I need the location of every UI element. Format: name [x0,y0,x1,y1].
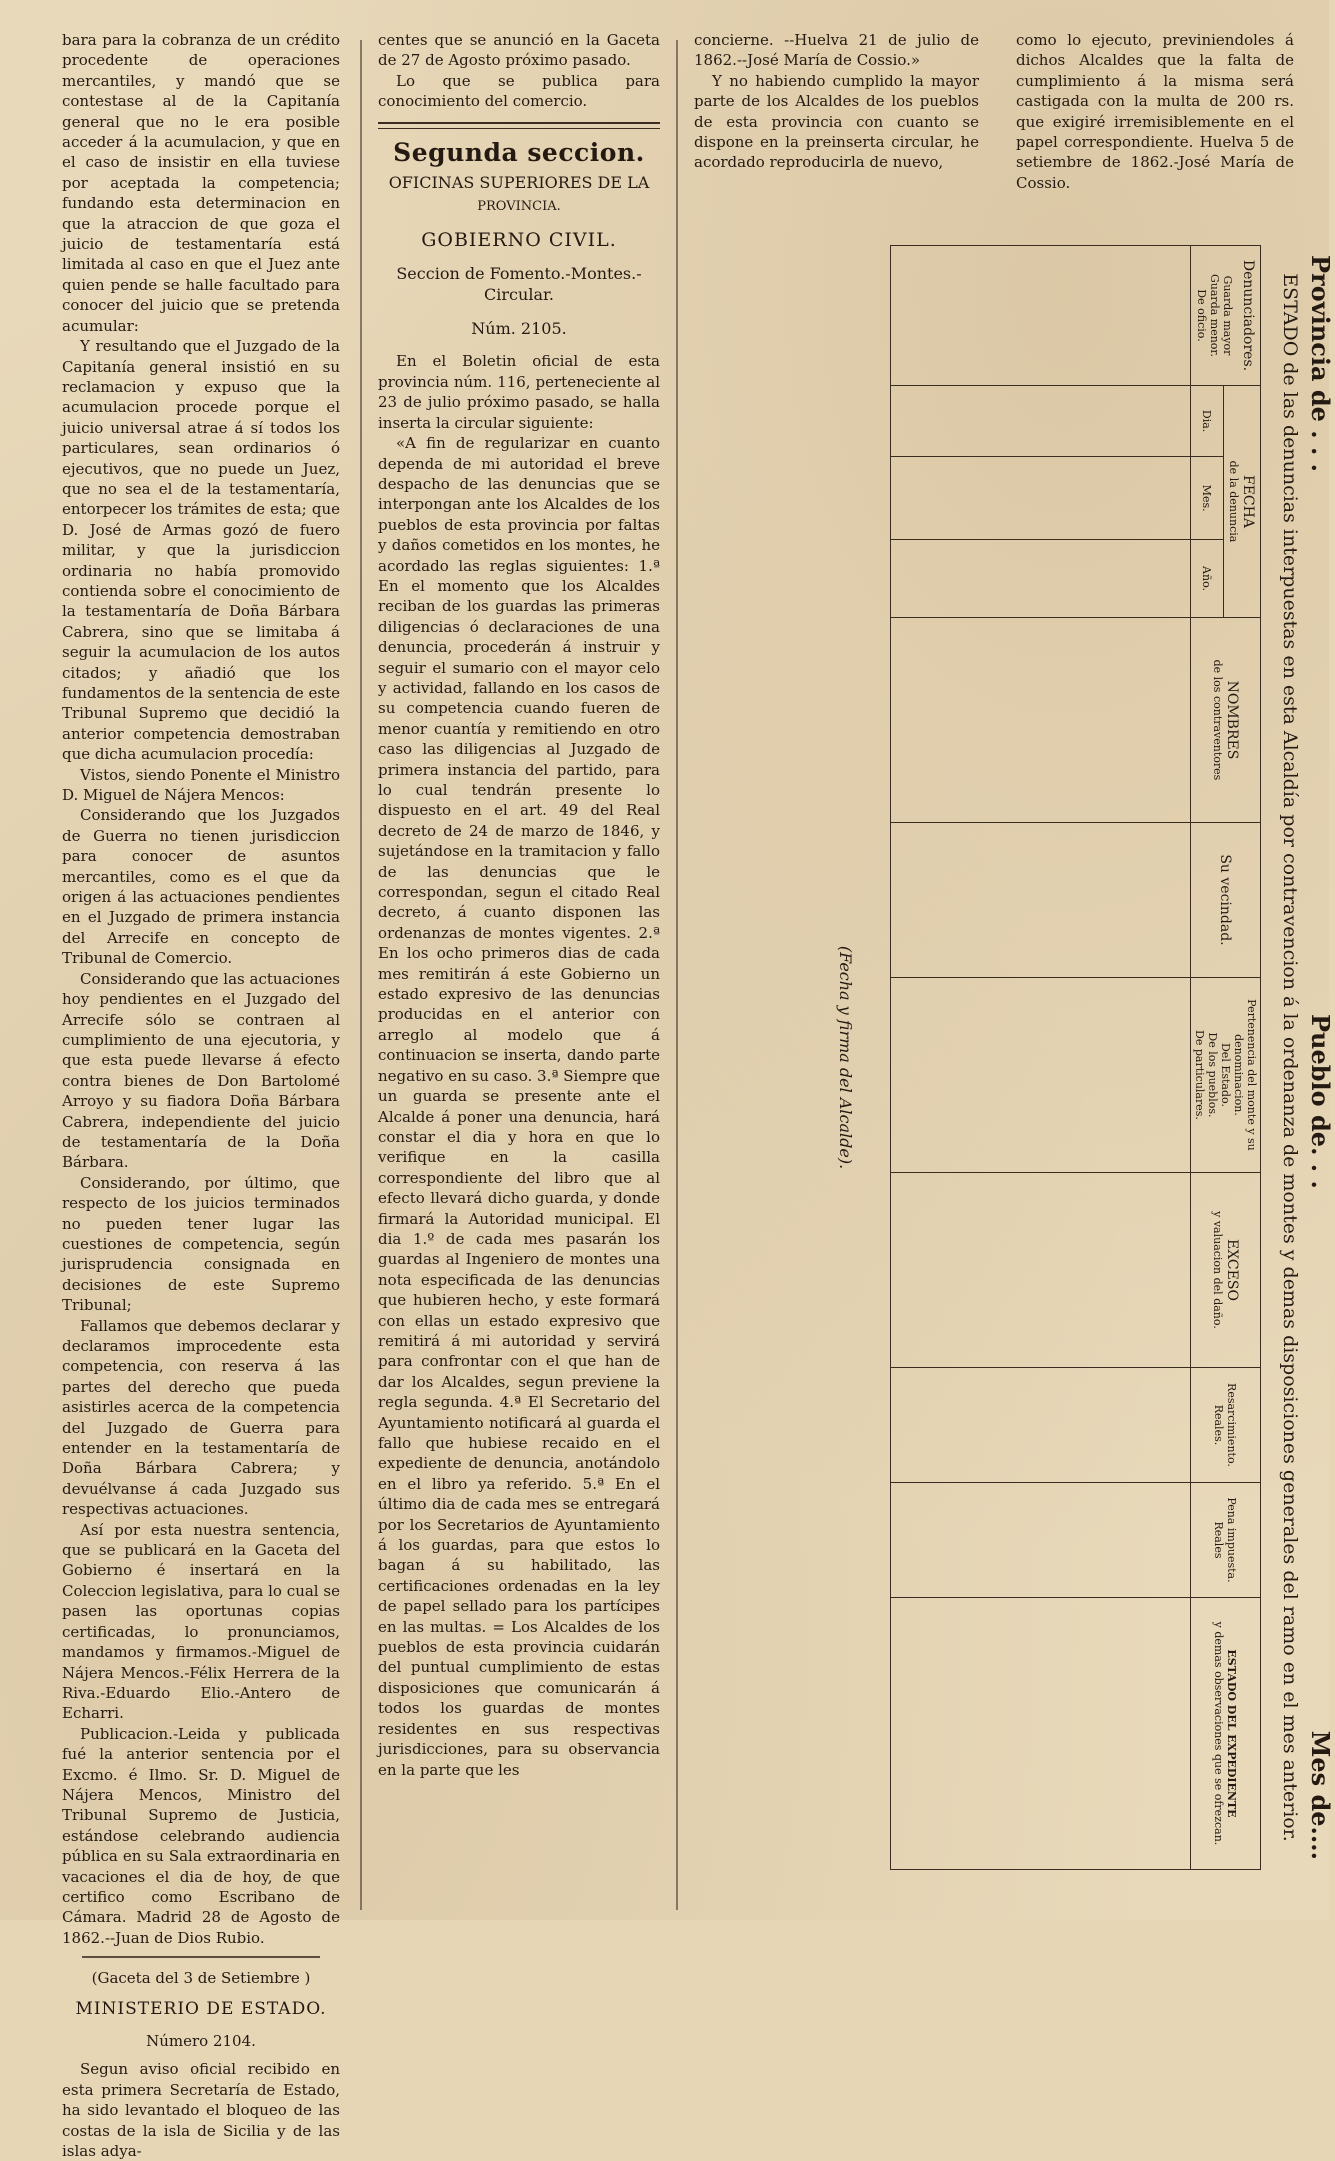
estado-exp-label: ESTADO DEL EXPEDIENTE [1225,1649,1239,1818]
denuncias-table-form [745,245,1335,1870]
table-cell [891,457,1191,540]
table-cell [891,386,1191,457]
column-rule [360,40,362,1910]
table-cell [891,540,1191,618]
guarda-mayor: Guarda mayor [1221,275,1234,356]
numero-heading: Número 2104. [146,2032,256,2050]
paragraph: Considerando que las actuaciones hoy pendientes en el Juzgado del Arrecife sólo se contraen al cumplimiento de una ejecutoria, y que esta puede llevarse á efecto contra bienes de Don Bartolomé Arroyo y su fiadora Doña Bárbara Cabrera, independiente del juicio de testamentaría de la Doña Bárbara. [62,969,340,1172]
province-heading: PROVINCIA. [477,199,561,215]
table-cell [891,617,1191,822]
exceso-sub: y valuacion del daño. [1211,1211,1224,1329]
paragraph: En el Boletin oficial de esta provincia núm. 116, perteneciente al 23 de julio próximo pasado, se halla inserta la circular siguiente: [378,352,660,432]
fecha-label: FECHA [1240,475,1257,528]
mes-header: Mes. [1191,457,1224,540]
paragraph: Así por esta nuestra sentencia, que se publicará en la Gaceta del Gobierno é insertará en la Coleccion legislativa, para lo cual se pasen las oportunas copias certificadas, lo pronunciamos, mandamos y firmamos.-Miguel de Nájera Mencos.-Félix Herrera de la Riva.-Eduardo Elio.-Antero de Echarri. [62,1520,340,1723]
nombres-sub: de los contraventores [1211,659,1224,781]
column-rule [676,40,678,1910]
exceso-label: EXCESO [1224,1238,1240,1301]
resarcimiento-header [1191,1367,1261,1482]
table-cell [891,977,1191,1172]
divider [82,1956,320,1958]
exceso-header [1191,1172,1261,1367]
nombres-label: NOMBRES [1224,680,1240,760]
paragraph: «A fin de regularizar en cuanto dependa de mi autoridad el breve despacho de las denuncias que se interpongan ante los Alcaldes de los pueblos de esta provincia por faltas y daños cometidos en los montes, he acordado las reglas siguientes: 1.ª En el momento que los Alcaldes reciban de los guardas las primeras diligencias ó declaraciones de una denuncia, procederán á instruir y seguir el sumario con el mayor celo y actividad, fallando en los casos de su competencia cuando fueren de menor cuantía y remitiendo en otro caso las diligencias al Juzgado de primera instancia del partido, para lo cual tendrán presente lo dispuesto en el art. 49 del Real decreto de 24 de marzo de 1846, y sujetándose en la tramitacion y fallo de las denuncias que le correspondan, segun el citado Real decreto, á cuanto disponen las ordenanzas de montes vigentes. 2.ª En los ocho primeros dias de cada mes remitirán á este Gobierno un estado expresivo de las denuncias producidas en el anterior con arreglo al modelo que á continuacion se inserta, dando parte negativo en su caso. 3.ª Siempre que un guarda se presente ante el Alcalde á poner una denuncia, hará constar el dia y hora en que lo verifique en la casilla correspondiente del libro que al efecto llevará dicho guarda, y donde firmará la Autoridad municipal. El dia 1.º de cada mes pasarán los guardas al Ingeniero de montes una nota especificada de las denuncias que hubieren hecho, y este formará con ellas un estado expresivo que remitirá á mi autoridad y servirá para confrontar con el que han de dar los Alcaldes, segun previene la regla segunda. 4.ª El Secretario del Ayuntamiento notificará al guarda el fallo que hubiese recaido en el expediente de denuncia, anotándolo en el libro ya referido. 5.ª En el último dia de cada mes se entregará por los Secretarios de Ayuntamiento á los guardas, para que estos lo bagan á su habilitado, las certificaciones ordenadas en la ley de papel sellado para los partícipes en las multas. = Los Alcaldes de los pueblos de esta provincia cuidarán del puntual cumplimiento de estas disposiciones que comunicarán á todos los guardas de montes residentes en sus respectivas jurisdicciones, para su observancia en la parte que les [378,434,660,1779]
reales-label: Reales [1212,1521,1226,1559]
pertenencia-label: Pertenencia del monte y su denominacion. [1232,999,1258,1151]
gaceta-note: (Gaceta del 3 de Setiembre ) [91,1969,311,1988]
guarda-menor: Guarda menor. [1208,274,1221,357]
table-cell [891,1367,1191,1482]
table-cell [891,1597,1191,1869]
observaciones-label: y demas observaciones que se ofrezcan. [1212,1621,1226,1846]
table-cell [891,822,1191,977]
ano-header: Año. [1191,540,1224,618]
table-header-line [1301,245,1335,1870]
paragraph: bara para la cobranza de un crédito procedente de operaciones mercantiles, y mandó que se contestase al de la Capitanía general que no le era posible acceder á la acumulacion, y que en el caso de insistir en ella tuviese por aceptada la competencia; fundando esta determinacion en que la atraccion de que goza el juicio de testamentaría está limitada al caso en que el Juez ante quien pende se halle facultado para conocer del juicio que se pretenda acumular: [62,31,340,335]
pena-label: Pena impuesta. [1225,1497,1239,1583]
mes-label: Mes de.... [1306,1730,1335,1860]
paragraph: Vistos, siendo Ponente el Ministro D. Miguel de Nájera Mencos: [62,765,340,805]
paragraph: Y no habiendo cumplido la mayor parte de los Alcaldes de los pueblos de esta provincia con cuanto se dispone en la preinserta circular, he acordado reproducirla de nuevo, [694,71,979,172]
paragraph: Y resultando que el Juzgado de la Capitanía general insistió en su reclamacion y expuso que la acumulacion procede porque el juicio universal atrae á sí todos los particulares, sean ordinarios ó ejecutivos, que no puede un Juez, que no sea el de la testamentaría, entorpecer los trámites de esta; que D. José de Armas gozó de fuero militar, y que la jurisdiccion ordinaria no había promovido contienda sobre el conocimiento de la testamentaría de Doña Bárbara Cabrera, sino que se limitaba á seguir la acumulacion de los autos citados; y añadió que los fundamentos de la sentencia de este Tribunal Supremo que decidió la anterior competencia demostraban que dicha acumulacion procedía: [62,337,340,764]
paragraph: como lo ejecuto, previniendoles á dichos Alcaldes que la falta de cumplimiento á la misma será castigada con la multa de 200 rs. que exigiré irremisiblemente en el papel correspondiente. Huelva 5 de setiembre de 1862.-José María de Cossio. [1016,31,1294,192]
column-1 [62,30,340,2161]
gobierno-heading: GOBIERNO CIVIL. [421,228,617,251]
fomento-heading: Seccion de Fomento.-Montes.-Circular. [396,264,642,304]
column-3 [694,30,979,173]
denunciadores-label: Denunciadores. [1240,259,1256,372]
paragraph: concierne. --Huelva 21 de julio de 1862.--José María de Cossio.» [694,31,979,70]
estado-expediente-header [1191,1597,1261,1869]
ministerio-heading: MINISTERIO DE ESTADO. [75,1998,327,2019]
paragraph: Publicacion.-Leida y publicada fué la anterior sentencia por el Excmo. é Ilmo. Sr. D. Miguel de Nájera Mencos, Ministro del Tribunal Supremo de Justicia, estándose celebrando audiencia pública en su Sala extraordinaria en vacaciones el dia de hoy, de que certifico como Escribano de Cámara. Madrid 28 de Agosto de 1862.--Juan de Dios Rubio. [62,1724,340,1947]
dia-header: Dia. [1191,386,1224,457]
denunciadores-header [1191,246,1261,386]
pertenencia-pueblos: De los pueblos. [1206,1032,1219,1118]
pueblo-label: Pueblo de. . . [1306,1013,1335,1189]
pertenencia-header [1191,977,1261,1172]
denunciadores-rows [1221,248,1234,383]
pertenencia-estado: Del Estado. [1219,1042,1232,1107]
pertenencia-particulares: De particulares. [1193,1030,1206,1120]
divider [378,122,660,129]
paragraph: centes que se anunció en la Gaceta de 27 de Agosto próximo pasado. [378,31,660,70]
table-cell [891,246,1191,386]
paragraph: Considerando, por último, que respecto de los juicios terminados no pueden tener lugar las cuestiones de competencia, según jurisprudencia consignada en decisiones de este Supremo Tribunal; [62,1173,340,1315]
column-4 [1016,30,1294,193]
table-cell [891,1482,1191,1597]
column-2 [378,30,660,1780]
resarcimiento-label: Resarcimiento. [1225,1383,1239,1467]
fecha-sub: de la denuncia [1227,460,1241,543]
paragraph: Lo que se publica para conocimiento del comercio. [378,71,660,111]
denuncias-table [890,245,1261,1870]
offices-heading: OFICINAS SUPERIORES DE LA [388,173,650,193]
paragraph: Segun aviso oficial recibido en esta primera Secretaría de Estado, ha sido levantado el bloqueo de las costas de la isla de Sicilia y de las islas adya- [62,2060,340,2161]
vecindad-header: Su vecindad. [1191,822,1261,977]
paragraph: Considerando que los Juzgados de Guerra no tienen jurisdiccion para conocer de asuntos mercantiles, como es el que da origen á las actuaciones pendientes en el Juzgado de primera instancia del Arrecife en concepto de Tribunal de Comercio. [62,806,340,968]
pena-header [1191,1482,1261,1597]
de-oficio: De oficio. [1195,289,1208,342]
table-title: ESTADO de las denuncias interpuestas en esta Alcaldía por contravencion á la ordenanza de montes y demas disposiciones generales del ramo en el mes anterior. [1279,273,1301,1842]
provincia-label: Provincia de . . . [1306,255,1335,473]
table-cell [891,1172,1191,1367]
reales-label: Reales. [1212,1404,1226,1446]
paragraph: Fallamos que debemos declarar y declaramos improcedente esta competencia, con reserva á las partes del derecho que pueda asistirles acerca de la competencia del Juzgado de Guerra para entender en la testamentaría de Doña Bárbara Cabrera; y devuélvanse á cada Juzgado sus respectivas actuaciones. [62,1316,340,1519]
section-heading: Segunda seccion. [393,137,645,167]
nombres-header [1191,617,1261,822]
fecha-header [1223,386,1260,618]
alcalde-signature-note: (Fecha y firma del Alcalde). [836,945,855,1170]
numero-heading: Núm. 2105. [471,319,567,339]
